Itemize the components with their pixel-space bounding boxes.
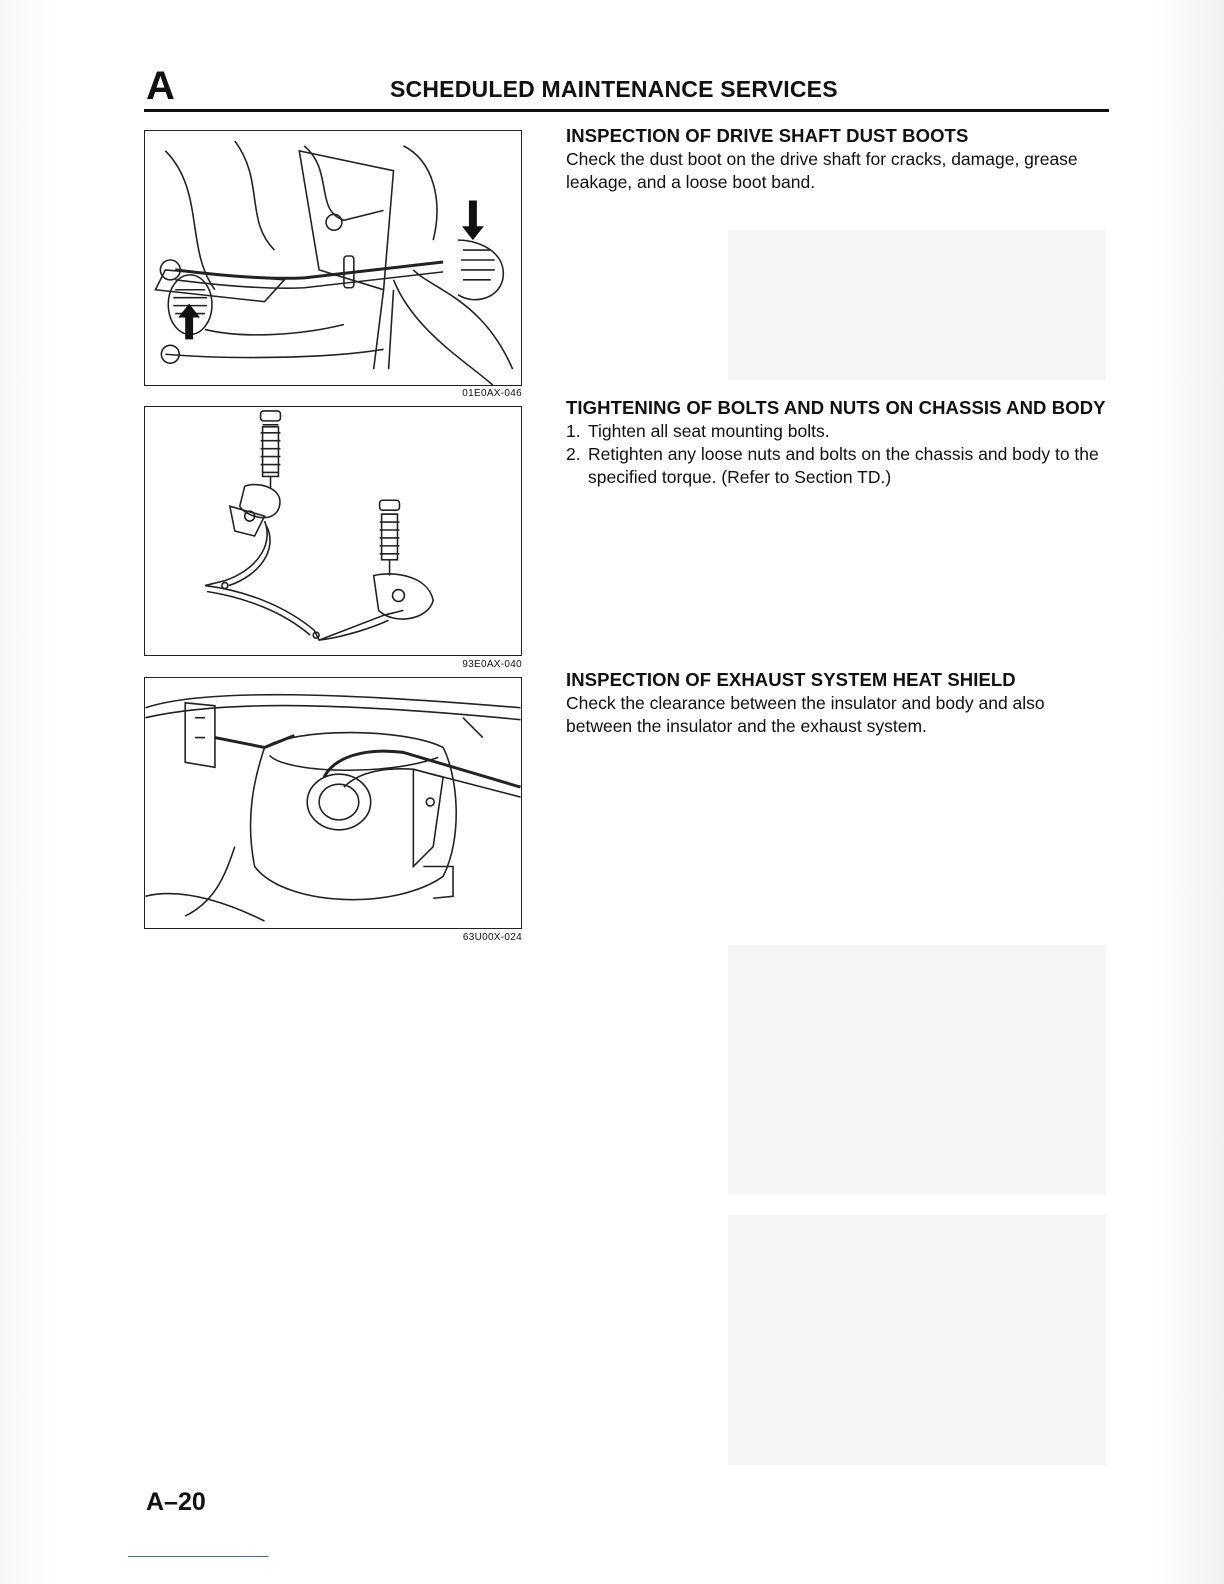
section-bolts-nuts — [566, 396, 1111, 489]
section-body: Check the clearance between the insulator and body and also between the insulator and the exhaust system. — [566, 693, 1045, 736]
section-body: Check the dust boot on the drive shaft for cracks, damage, grease leakage, and a loose boot band. — [566, 149, 1078, 192]
section-heading: TIGHTENING OF BOLTS AND NUTS ON CHASSIS AND BODY — [566, 397, 1106, 418]
figure-code: 01E0AX-046 — [462, 388, 522, 399]
step-text: Retighten any loose nuts and bolts on the chassis and body to the specified torque. (Refer to Section TD.) — [588, 444, 1099, 487]
bleed-through-figure — [728, 230, 1106, 380]
list-item — [566, 420, 1111, 443]
section-drive-shaft — [566, 124, 1111, 194]
figure-code: 63U00X-024 — [462, 932, 522, 943]
list-item — [566, 443, 1111, 489]
page-number: A–20 — [146, 1488, 206, 1516]
section-heading: INSPECTION OF EXHAUST SYSTEM HEAT SHIELD — [566, 669, 1016, 690]
figure-exhaust — [144, 677, 522, 929]
link-underline — [128, 1556, 268, 1557]
bleed-through-figure — [728, 1215, 1106, 1465]
exhaust-heat-shield-illustration — [145, 678, 521, 928]
chassis-suspension-illustration — [145, 407, 521, 655]
header-divider — [144, 109, 1109, 112]
page-edge-shadow-right — [1154, 0, 1224, 1584]
figure-chassis — [144, 406, 522, 656]
step-number: 2. — [566, 444, 581, 464]
drive-shaft-illustration — [145, 131, 521, 385]
page-edge-shadow-left — [0, 0, 58, 1584]
page-title: SCHEDULED MAINTENANCE SERVICES — [390, 76, 838, 102]
section-letter: A — [146, 64, 174, 108]
step-text: Tighten all seat mounting bolts. — [588, 421, 830, 441]
step-number: 1. — [566, 421, 581, 441]
figure-code: 93E0AX-040 — [462, 659, 522, 670]
section-heading: INSPECTION OF DRIVE SHAFT DUST BOOTS — [566, 125, 969, 146]
figure-drive-shaft — [144, 130, 522, 386]
step-list — [566, 420, 1111, 489]
bleed-through-figure — [728, 945, 1106, 1195]
section-exhaust — [566, 668, 1111, 738]
